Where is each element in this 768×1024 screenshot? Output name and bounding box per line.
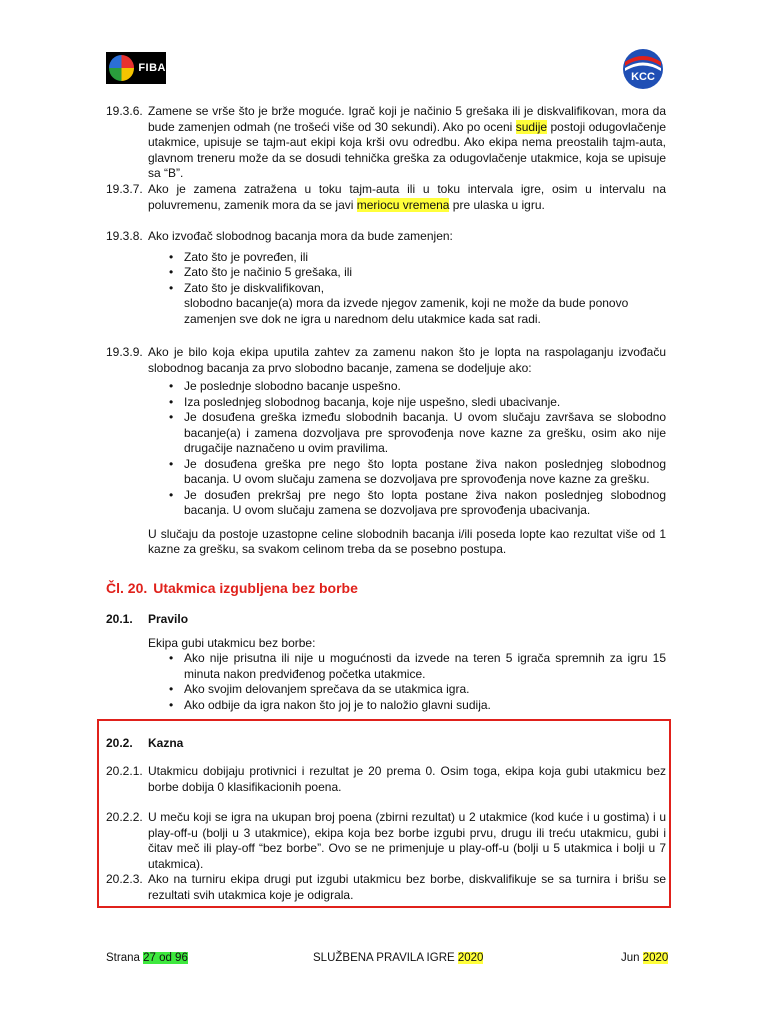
bullet-list [169,379,666,519]
list-item: • Je dosuđena greška pre nego što lopta postane živa nakon poslednjeg slobodnog bacanja. U ovom slučaju zamena se dozvoljava pre sprovođenja nove kazne za grešku. [169,457,666,488]
section-number: 19.3.8. [106,229,143,243]
list-item: • Ako odbije da igra nakon što joj je to naložio glavni sudija. [169,698,666,714]
footer-date: Jun 2020 [621,952,669,964]
section-20-2-3 [106,872,666,903]
section-number: 19.3.6. [106,104,143,118]
section-20-1 [106,612,666,713]
list-item: • Ako nije prisutna ili nije u mogućnosti da izvede na teren 5 igrača spremnih za igru 15 minuta nakon predviđenog početka utakmice. [169,651,666,682]
section-20-2 [106,736,666,752]
section-title: Pravilo [148,612,189,626]
footer-page-number: Strana 27 od 96 [106,952,188,964]
section-text: U meču koji se igra na ukupan broj poena (zbirni rezultat) u 2 utakmice (kod kuće i u gostima) i u play-off-u (bolji u 3 utakmice), ekipa koja bez borbe izgubi prvu, drugu ili treću utakmicu, gubi i čitav meč ili play-off “bez borbe”. Ovo se ne primenjuje u play-off-u (bolji u 5 utakmica i bolji u 7 utakmica). [148,810,666,871]
section-text: Zamene se vrše što je brže moguće. Igrač koji je načinio 5 grešaka ili je diskvalifikovan, mora da bude zamenjen odmah (ne trošeći više od 30 sekundi). Ako po oceni sudije postoji odugovlačenje utakmice, upisuje se tajm-aut ekipi koja krši ovu odredbu. Ako ekipa nema preostalih tajm-auta, glavnom treneru može da se dosudi tehnička greška za odugovlačenje utakmice, koja se upisuje sa “B”. [148,104,666,180]
section-text: slobodno bacanje(a) mora da izvede njegov zamenik, koji ne može da bude ponovo zamenjen sve dok ne igra u narednom delu utakmice kada sat radi. [184,296,629,326]
section-title: Kazna [148,736,184,750]
basketball-icon [109,55,134,81]
highlight: meriocu vremena [356,197,450,212]
section-text: Ekipa gubi utakmicu bez borbe: [148,635,316,650]
list-item: • Je poslednje slobodno bacanje uspešno. [169,379,666,395]
section-19-3-9 [106,345,666,558]
section-19-3-8 [106,229,666,327]
list-item: • Je dosuđen prekršaj pre nego što lopta postane živa nakon poslednjeg slobodnog bacanja. U ovom slučaju zamena se dozvoljava pre sprovođenja ubacivanja. [169,488,666,519]
list-item: • Zato što je načinio 5 grešaka, ili [169,265,666,281]
article-number: Čl. 20. [106,580,148,596]
section-number: 19.3.7. [106,182,143,196]
section-number: 20.2.1. [106,764,143,778]
section-20-2-1 [106,764,666,795]
section-19-3-7 [106,182,666,213]
highlight: 27 od 96 [143,952,188,964]
section-number: 19.3.9. [106,345,143,359]
highlight: 2020 [457,952,484,964]
fiba-logo [106,52,166,84]
highlight: 2020 [642,952,669,964]
kcc-logo [622,48,664,90]
section-text: Ako izvođač slobodnog bacanja mora da bude zamenjen: [148,229,453,243]
section-text: Ako na turniru ekipa drugi put izgubi utakmicu bez borbe, diskvalifikuje se sa turnira i brišu se rezultati svih utakmica koje je odigrala. [148,872,666,902]
footer-title: SLUŽBENA PRAVILA IGRE 2020 [313,952,484,964]
section-number: 20.1. [106,612,133,626]
list-item: • Zato što je povređen, ili [169,250,666,266]
section-text: Ako je bilo koja ekipa uputila zahtev za zamenu nakon što je lopta na raspolaganju izvođaču slobodnog bacanja za prvo slobodno bacanje, zamena se dodeljuje ako: [148,345,666,375]
bullet-list [169,651,666,713]
list-item: • Iza poslednjeg slobodnog bacanja, koje nije uspešno, sledi ubacivanje. [169,395,666,411]
section-text: Ako je zamena zatražena u toku tajm-auta ili u toku intervala igre, osim u intervalu na poluvremenu, zamenik mora da se javi meriocu vremena pre ulaska u igru. [148,182,666,212]
section-20-2-2 [106,810,666,872]
svg-text:KCC: KCC [631,71,655,83]
bullet-list [169,250,666,297]
list-item: • Je dosuđena greška između slobodnih bacanja. U ovom slučaju završava se slobodno bacanje(a) i zamena dozvoljava pre sprovođenja nove kazne za grešku, osim ako nije drugačije naznačeno u ovim pravilima. [169,410,666,457]
section-number: 20.2.2. [106,810,143,824]
section-number: 20.2. [106,736,133,750]
section-text: Utakmicu dobijaju protivnici i rezultat je 20 prema 0. Osim toga, ekipa koja gubi utakmicu bez borbe dobija 0 klasifikacionih poena. [148,764,666,794]
list-item: • Ako svojim delovanjem sprečava da se utakmica igra. [169,682,666,698]
section-number: 20.2.3. [106,872,143,886]
article-title: Utakmica izgubljena bez borbe [153,580,358,596]
section-text: U slučaju da postoje uzastopne celine slobodnih bacanja i/ili poseda lopte kao rezultat više od 1 kazne za grešku, sa svakom celinom treba da se posebno postupa. [148,526,666,556]
section-19-3-6 [106,104,666,182]
list-item: • Zato što je diskvalifikovan, [169,281,666,297]
highlight: sudije [515,119,548,134]
article-heading [106,580,364,596]
fiba-logo-text: FIBA [138,62,166,74]
